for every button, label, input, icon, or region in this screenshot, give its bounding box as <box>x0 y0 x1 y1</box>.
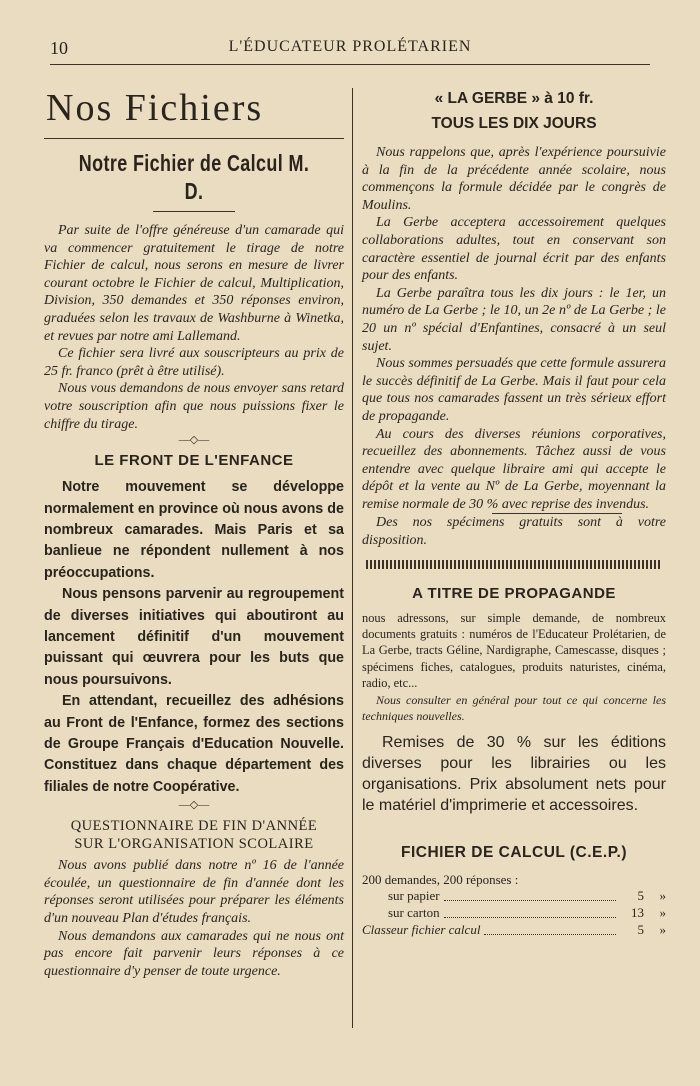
left-column <box>44 80 344 980</box>
price-list-title: FICHIER DE CALCUL (C.E.P.) <box>401 843 627 861</box>
header-rule <box>50 64 650 65</box>
gerbe-paragraph: La Gerbe paraîtra tous les dix jours : le 1er, un numéro de La Gerbe ; le 10, un 2e nº de La Gerbe ; le 20 un nº spécial d'Enfantines, consacré à un seul sujet. <box>362 285 666 354</box>
right-column <box>362 80 666 939</box>
calc-paragraph: Nous vous demandons de nous envoyer sans retard votre souscription afin que nous puissions fixer le chiffre du tirage. <box>44 381 344 432</box>
price-value: 5 <box>637 888 644 904</box>
hatched-divider <box>366 560 662 569</box>
price-label: sur papier <box>388 888 440 904</box>
ornament-divider: —◇— <box>178 799 210 812</box>
questionnaire-title-line: QUESTIONNAIRE DE FIN D'ANNÉE <box>70 818 318 835</box>
questionnaire-title-line: SUR L'ORGANISATION SCOLAIRE <box>74 836 314 853</box>
questionnaire-paragraph: Nous avons publié dans notre nº 16 de l'année écoulée, un questionnaire de fin d'année dont les réponses seront utilisées pour préparer les éléments d'un nouveau Plan d'études français. <box>44 858 344 926</box>
gerbe-article-title <box>362 86 666 136</box>
price-unit: » <box>659 888 666 904</box>
front-paragraph: Notre mouvement se développe normalement en province où nous avons de nombreux camarades. Mais Paris et sa banlieue ne répondent nullement à nos préoccupations. <box>44 479 344 581</box>
propaganda-paragraph: nous adressons, sur simple demande, de nombreux documents gratuits : numéros de l'Educateur Prolétarien, de La Gerbe, tracts Géline, Nardigraphe, Camescasse, disques ; spécimens fiches, catalogues, produits naturistes, cinéma, radio, etc... <box>362 610 666 691</box>
gerbe-paragraph: Au cours des diverses réunions corporatives, recueillez des abonnements. Tâchez aussi de vous entendre avec quelque libraire ami qui accepte le dépôt et la vente au Nº de La Gerbe, moyennant la remise normale de 30 % avec reprise des invendus. <box>362 426 666 512</box>
calc-paragraph: Par suite de l'offre généreuse d'un camarade qui va commencer gratuitement le tirage de notre Fichier de calcul, nous serons en mesure de livrer courant octobre le Fichier de calcul, Multiplication, Division, 350 demandes et 350 réponses environ, graduées selon les travaux de Washburne à Winetka, et revues par notre ami Lallemand. <box>44 223 344 344</box>
title-rule <box>44 138 344 139</box>
page-header <box>50 38 650 66</box>
questionnaire-title <box>44 817 344 853</box>
column-divider <box>352 88 353 1028</box>
front-paragraph: En attendant, recueillez des adhésions au Front de l'Enfance, formez des sections de Groupe Français d'Education Nouvelle. Constituez dans chaque département des filiales de notre Coopérative. <box>44 693 344 795</box>
calc-article-title: Notre Fichier de Calcul M. D. <box>78 150 310 204</box>
leader-dots <box>444 905 616 918</box>
price-unit: » <box>659 922 666 938</box>
leader-dots <box>444 888 616 901</box>
propaganda-note: Nous consulter en général pour tout ce qui concerne les techniques nouvelles. <box>362 692 666 723</box>
price-value: 5 <box>637 922 644 938</box>
gerbe-paragraph: Nous rappelons que, après l'expérience poursuivie à la fin de la précédente année scolaire, nous commençons la formule décidée par le congrès de Moulins. <box>362 145 666 213</box>
title-underline <box>153 211 235 212</box>
price-label: sur carton <box>388 905 440 921</box>
front-article-title: LE FRONT DE L'ENFANCE <box>94 452 294 470</box>
journal-title: L'ÉDUCATEUR PROLÉTARIEN <box>228 38 472 55</box>
gerbe-paragraph: La Gerbe acceptera accessoirement quelques collaborations adultes, tout en conservant son caractère essentiel de journal écrit par des enfants pour des enfants. <box>362 215 666 284</box>
price-row <box>362 888 666 905</box>
gerbe-title-line: « LA GERBE » à 10 fr. <box>434 90 594 107</box>
price-value: 13 <box>631 905 644 921</box>
price-row <box>362 905 666 922</box>
price-row <box>362 922 666 939</box>
calc-paragraph: Ce fichier sera livré aux souscripteurs au prix de 25 fr. franco (prêt à être utilisé). <box>44 346 344 379</box>
questionnaire-paragraph: Nous demandons aux camarades qui ne nous ont pas encore fait parvenir leurs réponses à ce questionnaire d'y penser de toute urgence. <box>44 928 344 979</box>
propaganda-title: A TITRE DE PROPAGANDE <box>412 584 616 602</box>
gerbe-paragraph: Nous sommes persuadés que cette formule assurera le succès définitif de La Gerbe. Mais il faut pour cela que tous nos camarades fassent un très sérieux effort de propagande. <box>362 356 666 424</box>
front-paragraph: Nous pensons parvenir au regroupement de diverses initiatives qui aboutiront au lancement définitif d'un mouvement puissant qui œuvrera pour les buts que nous poursuivons. <box>44 586 344 688</box>
discount-notice: Remises de 30 % sur les éditions diverses pour les librairies ou les organisations. Prix absolument nets pour le matériel d'imprimerie et accessoires. <box>362 733 666 814</box>
gerbe-title-line: TOUS LES DIX JOURS <box>431 115 597 132</box>
section-title: Nos Fichiers <box>46 87 264 129</box>
page-number: 10 <box>50 38 68 58</box>
ornament-divider: —◇— <box>178 434 210 447</box>
leader-dots <box>484 922 616 935</box>
price-list-header: 200 demandes, 200 réponses : <box>362 871 519 887</box>
price-unit: » <box>659 905 666 921</box>
gerbe-paragraph: Des nos spécimens gratuits sont à votre disposition. <box>362 515 666 549</box>
price-label: Classeur fichier calcul <box>362 922 481 938</box>
